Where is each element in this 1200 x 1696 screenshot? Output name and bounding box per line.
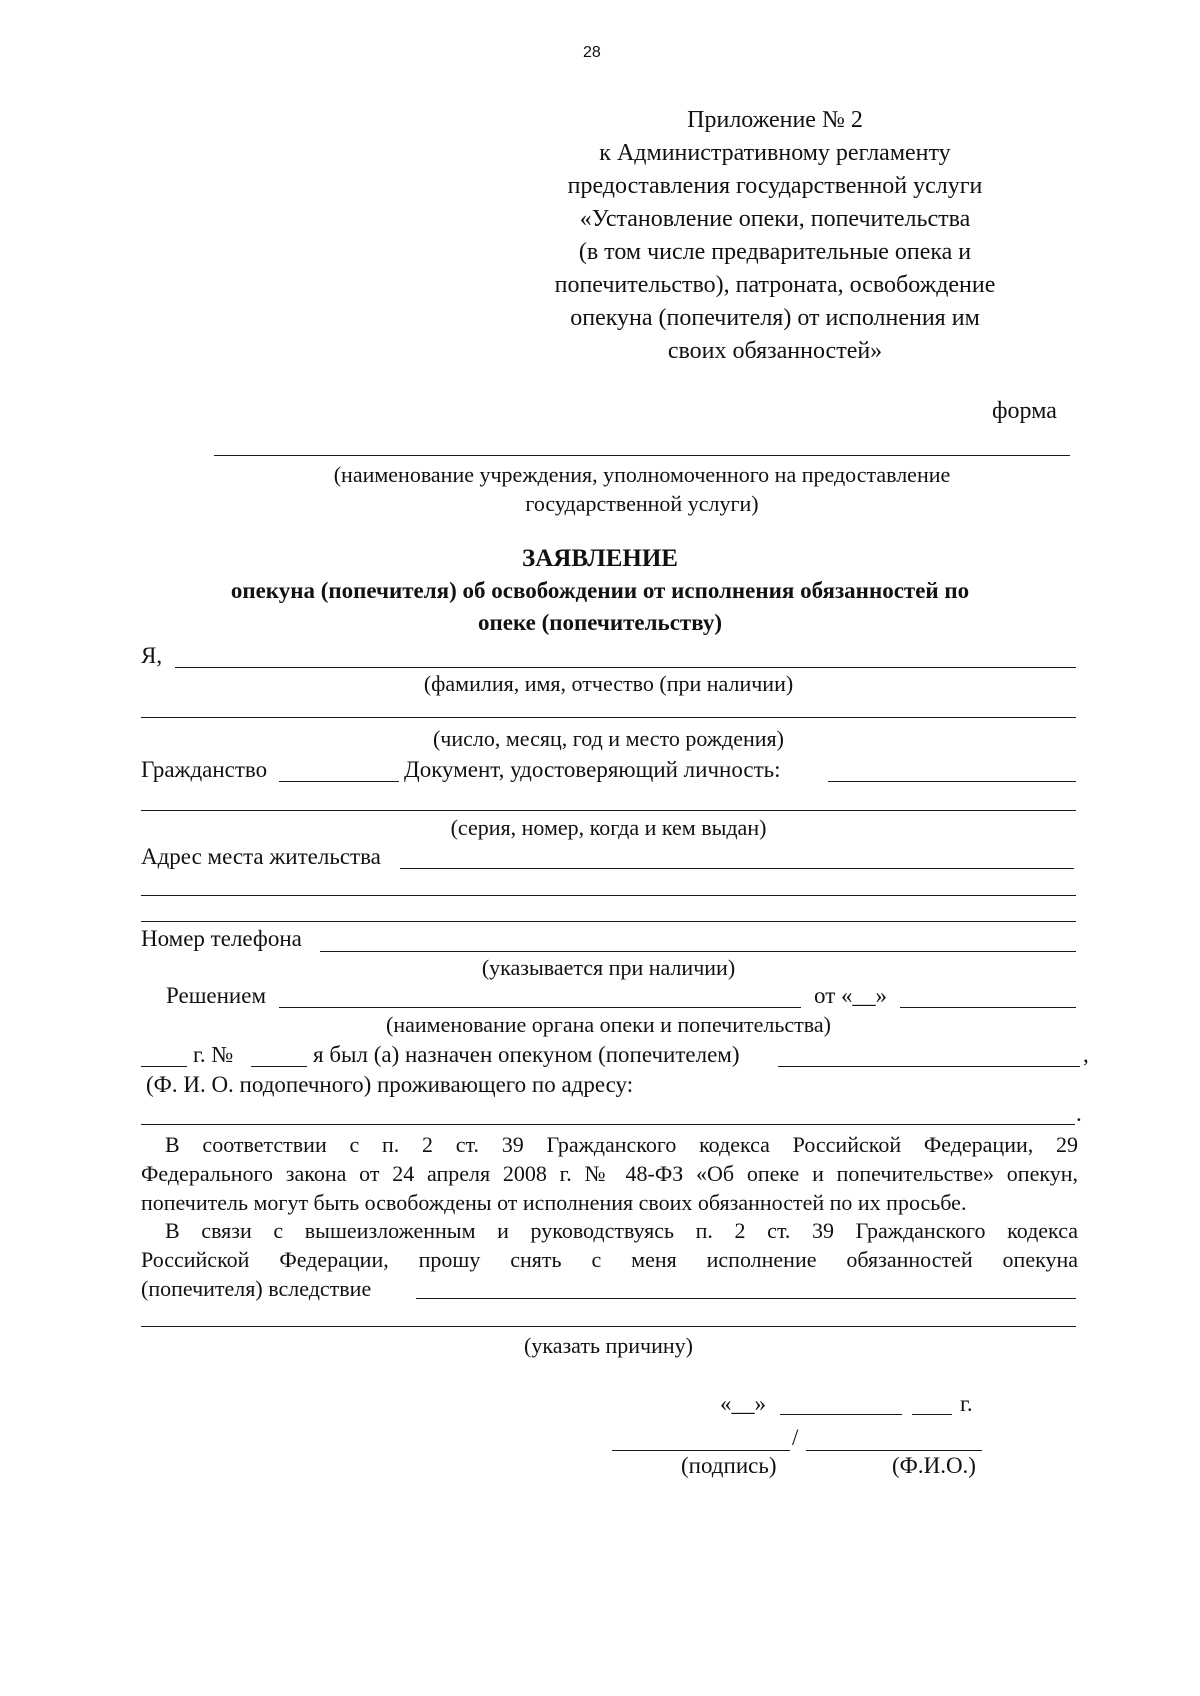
decision-label: Решением (166, 983, 266, 1008)
appendix-line: опекуна (попечителя) от исполнения им (570, 305, 980, 331)
identity-doc-line[interactable] (141, 810, 1076, 811)
date-month-line[interactable] (780, 1414, 902, 1415)
appendix-line: к Административному регламенту (599, 140, 951, 166)
ward-label: (Ф. И. О. подопечного) проживающего по адресу: (146, 1072, 634, 1097)
form-label: форма (992, 398, 1057, 424)
paragraph-line: Российской Федерации, прошу снять с меня исполнение обязанностей опекуна (141, 1247, 1078, 1272)
decision-organ-line[interactable] (279, 1007, 801, 1008)
fio-hint: (фамилия, имя, отчество (при наличии) (423, 671, 794, 696)
appointed-text: я был (а) назначен опекуном (попечителем) (313, 1042, 740, 1067)
page-number: 28 (583, 44, 601, 61)
ward-name-line[interactable] (778, 1066, 1080, 1067)
citizenship-label: Гражданство (141, 757, 268, 782)
paragraph-line: В связи с вышеизложенным и руководствуясь п. 2 ст. 39 Гражданского кодекса (165, 1218, 1078, 1243)
phone-hint: (указывается при наличии) (481, 955, 736, 980)
address-label: Адрес места жительства (141, 844, 381, 869)
ward-address-line[interactable] (141, 1124, 1075, 1125)
birth-line[interactable] (141, 717, 1076, 718)
institution-name-line[interactable] (214, 455, 1070, 456)
phone-line[interactable] (320, 951, 1076, 952)
birth-hint: (число, месяц, год и место рождения) (432, 726, 785, 751)
appendix-line: предоставления государственной услуги (567, 173, 983, 199)
reason-line[interactable] (416, 1298, 1076, 1299)
signature-hint: (подпись) (681, 1453, 777, 1478)
phone-label: Номер телефона (141, 926, 302, 951)
identity-doc-label: Документ, удостоверяющий личность: (404, 757, 781, 782)
citizenship-line[interactable] (279, 781, 399, 782)
appendix-line: (в том числе предварительные опека и (578, 239, 972, 265)
comma: , (1083, 1042, 1089, 1067)
legal-basis-paragraph (141, 1130, 1078, 1217)
address-line[interactable] (141, 921, 1076, 922)
paragraph-line: (попечителя) вследствие (141, 1276, 372, 1301)
decision-number-line[interactable] (251, 1066, 307, 1067)
signature-line[interactable] (612, 1450, 790, 1451)
year-mark: г. (960, 1391, 973, 1416)
ya-label: Я, (141, 643, 163, 668)
appendix-line: своих обязанностей» (667, 338, 883, 364)
appendix-line: Приложение № 2 (687, 107, 863, 133)
request-paragraph (141, 1216, 1078, 1303)
address-line[interactable] (400, 868, 1074, 869)
year-line[interactable] (141, 1066, 187, 1067)
period: . (1076, 1101, 1082, 1126)
address-line[interactable] (141, 895, 1076, 896)
date-open: «__» (720, 1391, 766, 1416)
year-number-label: г. № (193, 1042, 234, 1067)
date-year-line[interactable] (912, 1414, 952, 1415)
paragraph-line: В соответствии с п. 2 ст. 39 Гражданского кодекса Российской Федерации, 29 (165, 1132, 1078, 1157)
appendix-line: «Установление опеки, попечительства (579, 206, 971, 232)
organ-hint: (наименование органа опеки и попечительства) (386, 1012, 831, 1037)
identity-doc-line[interactable] (828, 781, 1076, 782)
paragraph-line: Федерального закона от 24 апреля 2008 г. № 48-ФЗ «Об опеке и попечительстве» опекун, (141, 1161, 1078, 1186)
document-title: ЗАЯВЛЕНИЕ (522, 545, 678, 572)
institution-hint: (наименование учреждения, уполномоченного на предоставление (333, 462, 951, 487)
reason-line[interactable] (141, 1326, 1076, 1327)
document-subtitle: опеке (попечительству) (478, 610, 722, 635)
paragraph-line: попечитель могут быть освобождены от исполнения своих обязанностей по их просьбе. (141, 1190, 967, 1215)
slash: / (792, 1425, 799, 1450)
appendix-line: попечительство), патроната, освобождение (554, 272, 996, 298)
institution-hint: государственной услуги) (525, 491, 759, 516)
appendix-header (520, 104, 1030, 368)
document-subtitle: опекуна (попечителя) об освобождении от исполнения обязанностей по (230, 578, 970, 603)
signature-name-line[interactable] (806, 1450, 982, 1451)
fio-short-hint: (Ф.И.О.) (892, 1453, 976, 1478)
reason-hint: (указать причину) (524, 1333, 693, 1358)
decision-date-line[interactable] (900, 1007, 1076, 1008)
doc-hint: (серия, номер, когда и кем выдан) (450, 815, 767, 840)
decision-date-label: от «__» (814, 983, 887, 1008)
fio-line[interactable] (175, 667, 1076, 668)
